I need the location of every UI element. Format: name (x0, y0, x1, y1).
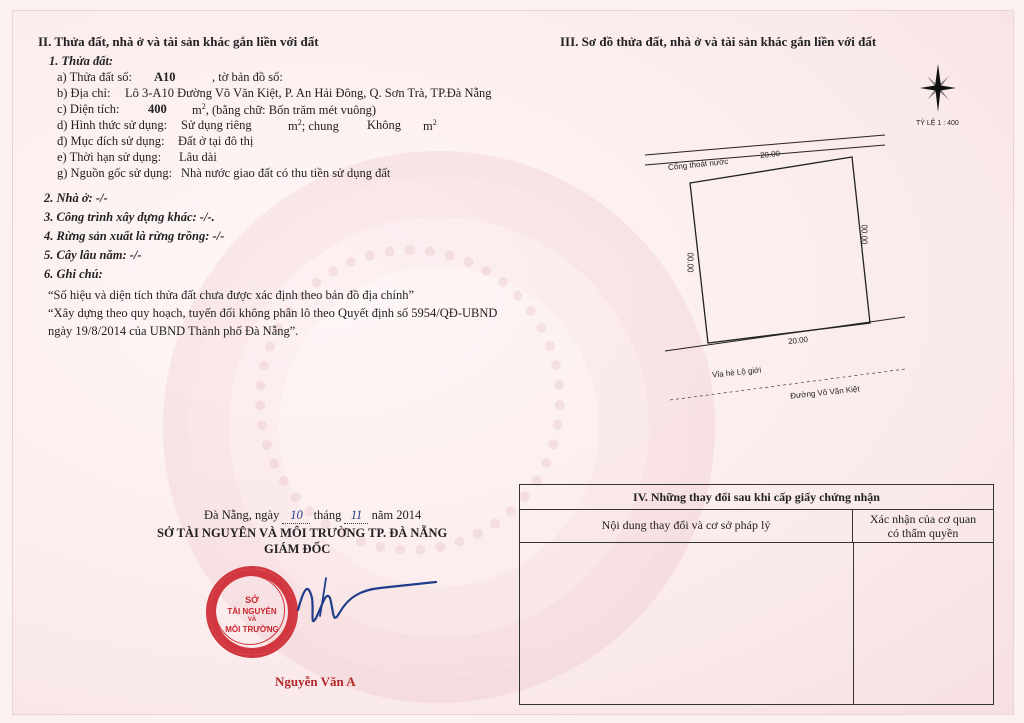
date-day: 10 (282, 508, 310, 524)
origin-value: Nhà nước giao đất có thu tiền sử dụng đất (181, 166, 391, 180)
changes-confirm-line-2: có thẩm quyền (887, 526, 959, 540)
planted-forest-item: 4. Rừng sản xuất là rừng trồng: -/- (44, 229, 225, 243)
signer-name: Nguyễn Văn A (275, 674, 356, 689)
handwritten-signature (290, 568, 440, 638)
notes-heading: 6. Ghi chú: (44, 267, 103, 281)
map-sheet-label: , tờ bản đồ số: (212, 70, 283, 84)
area-words: $m^2$, (bằng chữ: Bốn trăm mét vuông) (192, 102, 377, 118)
left-dimension: 00.00 (685, 252, 695, 273)
address-value: Lô 3-A10 Đường Võ Văn Kiệt, P. An Hải Đông, Q. Sơn Trà, TP.Đà Nẵng (125, 86, 492, 100)
other-construction-item: 3. Công trình xây dựng khác: -/-. (44, 210, 215, 224)
area-label: c) Diện tích: (57, 102, 120, 116)
usage-shared-label: ; chung (301, 119, 339, 134)
seal-line-1: SỞ (245, 595, 259, 605)
changes-confirm-line-1: Xác nhận của cơ quan (869, 512, 977, 526)
term-value: Lâu dài (179, 150, 217, 164)
drain-label: Cống thoát nước (667, 156, 729, 173)
note-line-1: “Số hiệu và diện tích thửa đất chưa được xác định theo bản đồ địa chính” (48, 288, 415, 302)
changes-body (520, 543, 993, 704)
origin-label: g) Nguồn gốc sử dụng: (57, 166, 173, 180)
issuing-organization: SỞ TÀI NGUYÊN VÀ MÔI TRƯỜNG TP. ĐÀ NẴNG (157, 526, 448, 540)
changes-header-row (520, 510, 993, 543)
section-iii-title: III. Sơ đồ thửa đất, nhà ở và tài sản khác gắn liền với đất (560, 34, 877, 49)
official-seal (206, 566, 298, 658)
changes-table (519, 484, 994, 705)
section-ii-title: II. Thửa đất, nhà ở và tài sản khác gắn liền với đất (38, 34, 319, 49)
note-line-2: “Xây dựng theo quy hoạch, tuyến đối không phân lô theo Quyết định số 5954/QĐ-UBND (48, 306, 498, 320)
address-label: b) Địa chỉ: (57, 86, 111, 100)
usage-private-value: Sử dụng riêng (181, 118, 252, 132)
changes-content-header: Nội dung thay đổi và cơ sở pháp lý (520, 510, 853, 542)
house-item: 2. Nhà ở: -/- (44, 191, 108, 205)
seal-line-2: TÀI NGUYÊN (227, 607, 277, 616)
usage-unit-2-wrap: $m^2$ (423, 118, 437, 134)
note-line-3: ngày 19/8/2014 của UBND Thành phố Đà Nẵng”. (48, 324, 299, 338)
north-arrow-icon (920, 64, 956, 112)
seal-line-3: VÀ (247, 617, 257, 623)
land-number-label: a) Thửa đất số: (57, 70, 132, 84)
street-label: Đường Võ Văn Kiệt (789, 384, 861, 401)
purpose-label: đ) Mục đích sử dụng: (57, 134, 165, 148)
seal-line-4: MÔI TRƯỜNG (225, 625, 279, 634)
changes-title: IV. Những thay đổi sau khi cấp giấy chứng nhận (520, 485, 993, 510)
usage-form-label: d) Hình thức sử dụng: (57, 118, 168, 132)
usage-unit-1: m (288, 119, 298, 134)
right-dimension: 00.00 (859, 224, 869, 245)
date-prefix: Đà Nẵng, ngày (204, 508, 280, 522)
issue-date (204, 508, 421, 524)
year-label: năm 2014 (371, 508, 422, 522)
area-unit: m (192, 103, 202, 118)
land-heading: 1. Thửa đất: (49, 54, 114, 68)
area-in-words: , (bằng chữ: Bốn trăm mét vuông) (205, 103, 377, 118)
changes-confirm-header (853, 510, 993, 542)
term-label: e) Thời hạn sử dụng: (57, 150, 162, 164)
date-month: 11 (344, 508, 368, 524)
usage-shared-value: Không (367, 118, 402, 132)
bottom-dimension: 20.00 (787, 334, 809, 347)
month-label: tháng (313, 508, 342, 522)
signer-title: GIÁM ĐỐC (264, 542, 331, 556)
map-scale: TỶ LỆ 1 : 400 (916, 120, 959, 127)
top-dimension: 20.00 (759, 148, 781, 161)
purpose-value: Đất ở tại đô thị (178, 134, 254, 148)
usage-shared: $m^2$; chung (288, 118, 339, 134)
usage-unit-2: m (423, 119, 433, 134)
land-number-value: A10 (154, 70, 176, 84)
area-value: 400 (148, 102, 167, 116)
changes-content-cell (520, 543, 854, 704)
sidewalk-label: Vỉa hè Lộ giới (711, 365, 762, 380)
perennial-tree-item: 5. Cây lâu năm: -/- (44, 248, 142, 262)
changes-confirm-cell (854, 543, 993, 704)
